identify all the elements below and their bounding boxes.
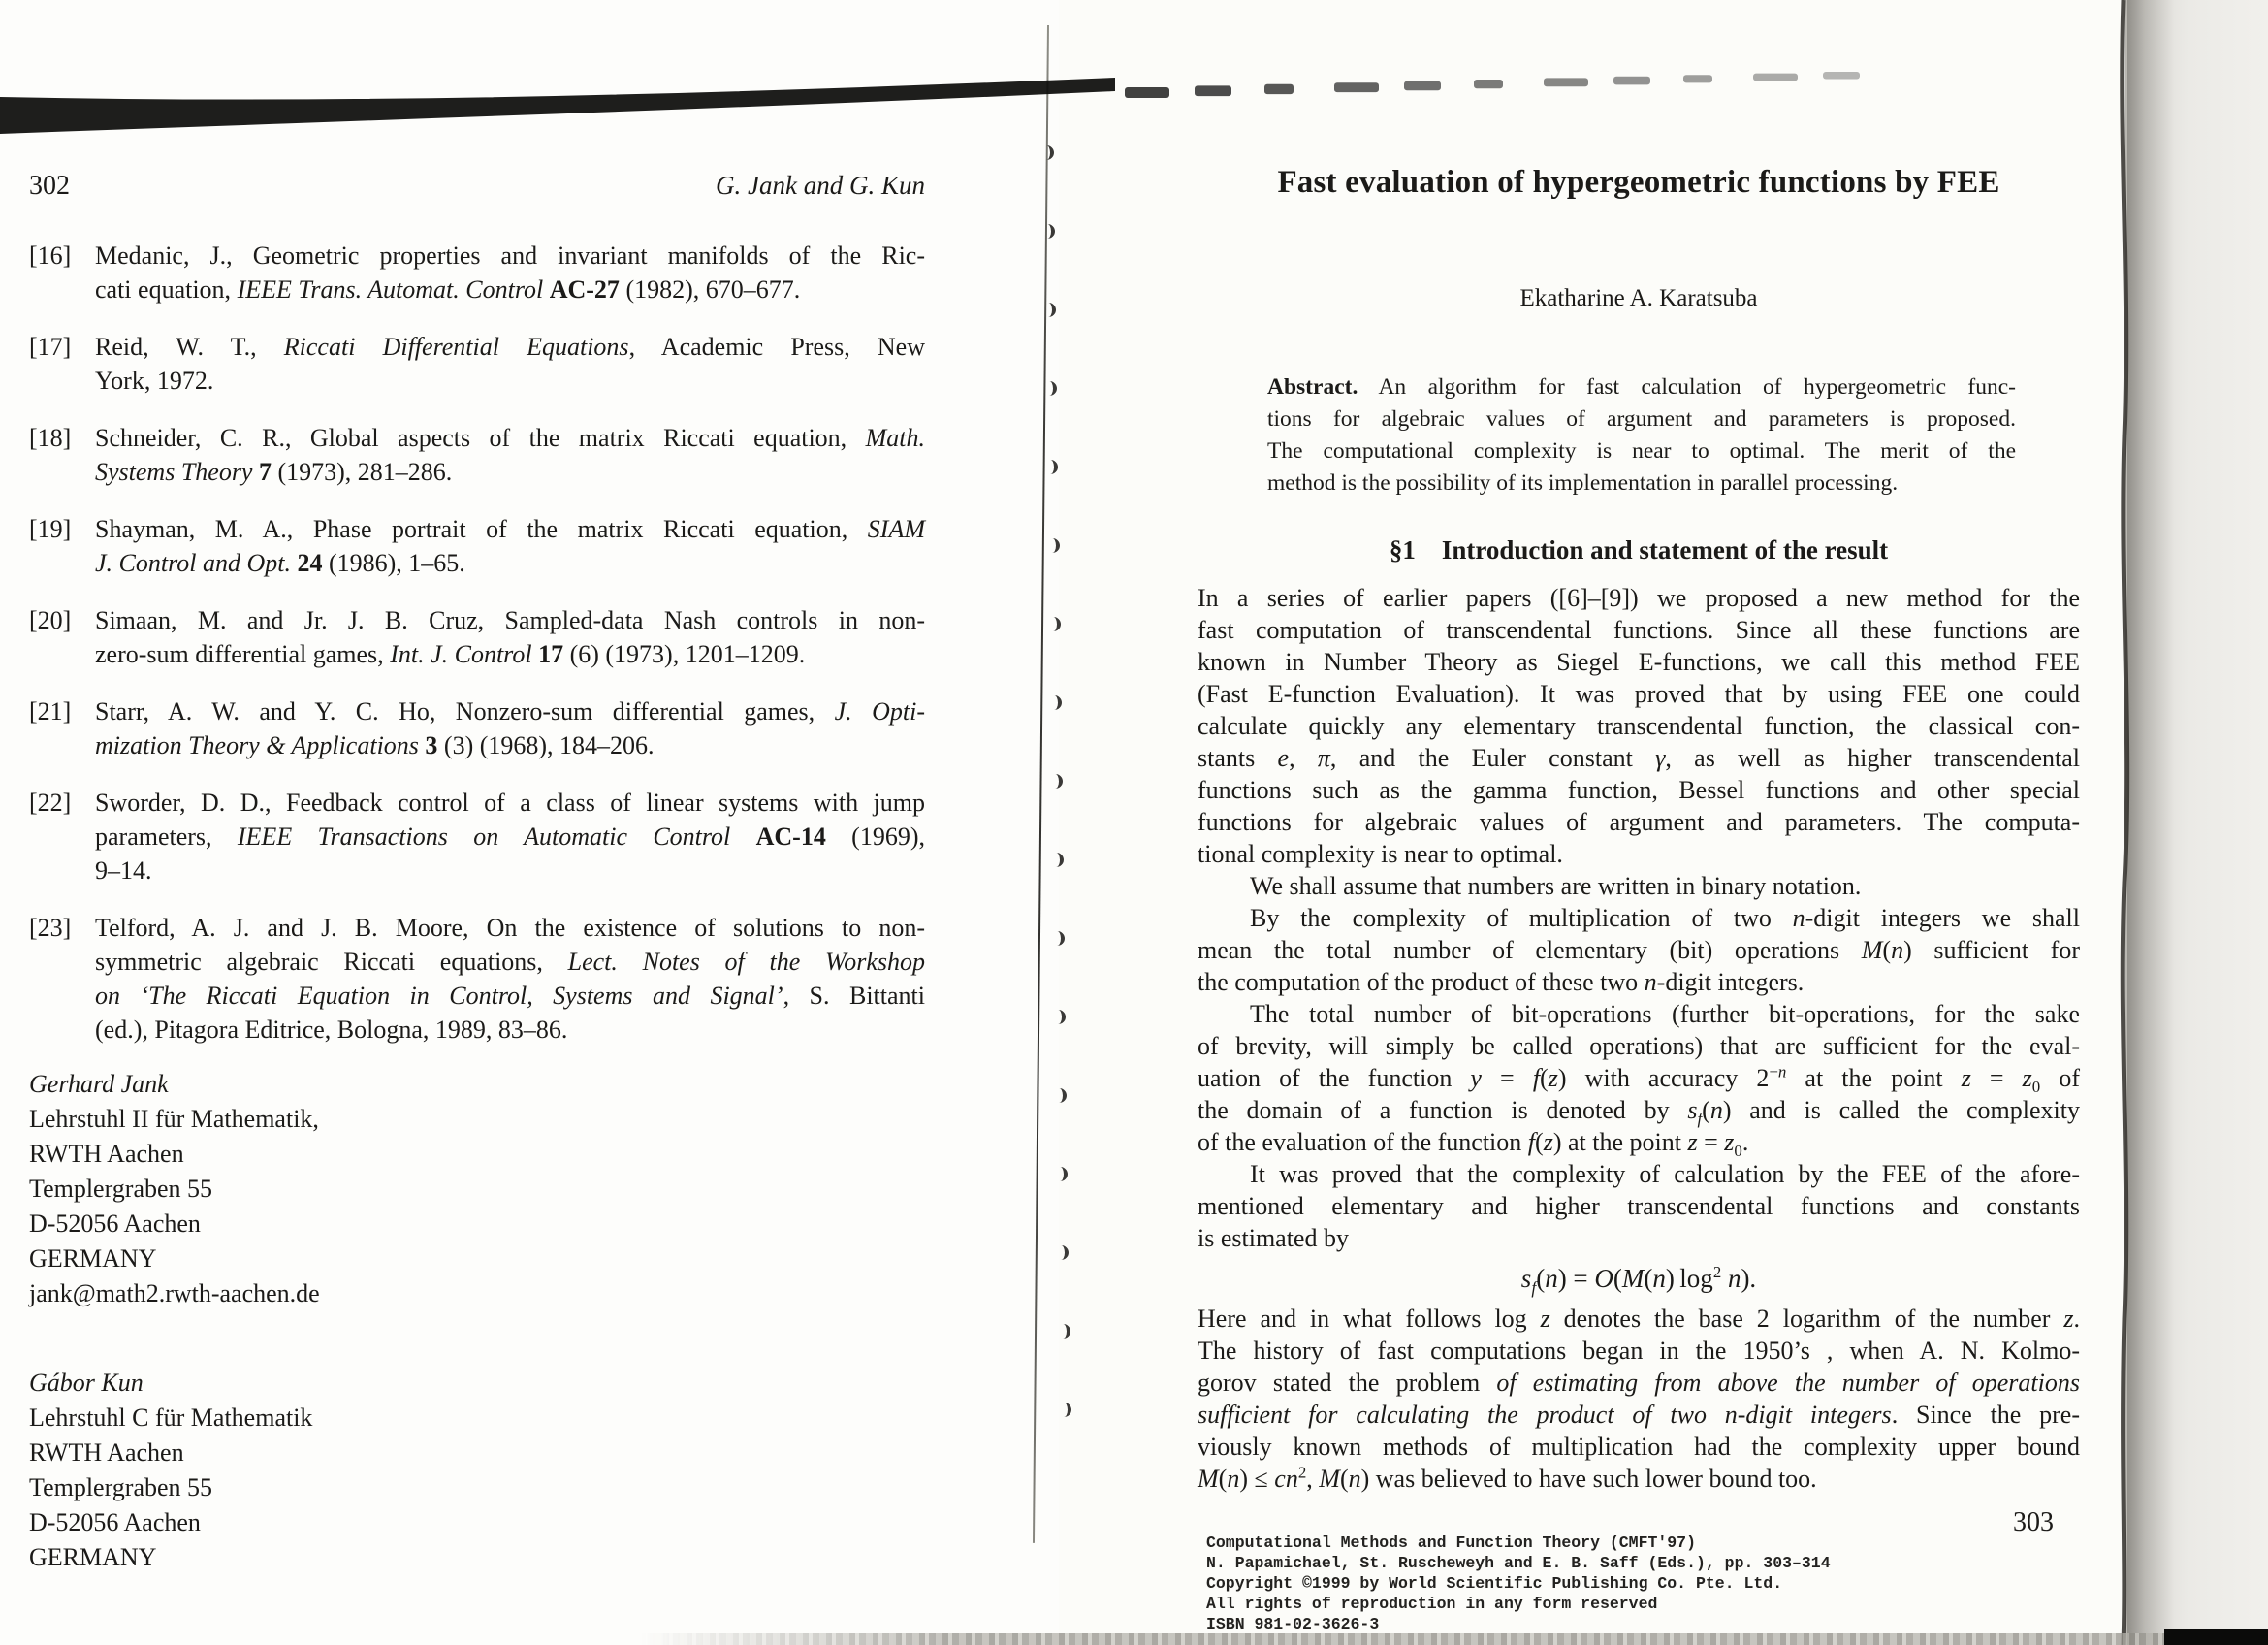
- paper-title: Fast evaluation of hypergeometric functions by FEE: [1277, 165, 2000, 200]
- paper-author: Ekatharine A. Karatsuba: [1519, 285, 1758, 311]
- text-line: J. Control and Opt. 24 (1986), 1–65.: [95, 549, 465, 577]
- text-line: is estimated by: [1198, 1224, 1349, 1252]
- scan-bottom-texture: [640, 1633, 2164, 1645]
- text-line: parameters, IEEE Transactions on Automatic Control AC-14 (1969),: [95, 822, 926, 851]
- address-line: RWTH Aachen: [29, 1140, 184, 1168]
- section-heading: §1 Introduction and statement of the result: [1389, 535, 1889, 564]
- text-line: functions such as the gamma function, Bessel functions and other special: [1198, 776, 2080, 804]
- text-line: Reid, W. T., Riccati Differential Equations, Academic Press, New: [95, 333, 926, 361]
- address-line: D-52056 Aachen: [29, 1508, 201, 1536]
- text-line: calculate quickly any elementary transcendental function, the classical con-: [1198, 712, 2080, 740]
- text-line: gorov stated the problem of estimating from above the number of operations: [1198, 1369, 2080, 1397]
- text-line: Simaan, M. and Jr. J. B. Cruz, Sampled-data Nash controls in non-: [95, 606, 925, 634]
- text-line: The total number of bit-operations (further bit-operations, for the sake: [1250, 1000, 2080, 1028]
- text-line: ISBN 981-02-3626-3: [1206, 1615, 1380, 1633]
- text-line: the computation of the product of these two n-digit integers.: [1198, 968, 1805, 996]
- text-line: mean the total number of elementary (bit) operations M(n) sufficient for: [1198, 936, 2080, 964]
- text-line: functions for algebraic values of argument and parameters. The computa-: [1198, 808, 2080, 836]
- text-line: on ‘The Riccati Equation in Control, Systems and Signal’, S. Bittanti: [95, 982, 925, 1010]
- text-line: cati equation, IEEE Trans. Automat. Control AC-27 (1982), 670–677.: [95, 275, 801, 304]
- text-line: N. Papamichael, St. Ruscheweyh and E. B. Saff (Eds.), pp. 303–314: [1206, 1554, 1831, 1572]
- address-line: Gábor Kun: [29, 1369, 144, 1397]
- reference-label: [22]: [29, 789, 72, 817]
- text-line: of brevity, will simply be called operations) that are sufficient for the eval-: [1198, 1032, 2080, 1060]
- text-line: (Fast E-function Evaluation). It was proved that by using FEE one could: [1198, 680, 2080, 708]
- address-line: GERMANY: [29, 1244, 157, 1273]
- text-line: the domain of a function is denoted by $s_f(n)$ and is called the complexity: [1198, 1096, 2080, 1129]
- reference-label: [23]: [29, 914, 72, 942]
- text-line: We shall assume that numbers are written in binary notation.: [1250, 872, 1862, 900]
- address-line: jank@math2.rwth-aachen.de: [29, 1279, 320, 1307]
- reference-label: [21]: [29, 697, 72, 726]
- text-line: sufficient for calculating the product of two n-digit integers. Since the pre-: [1198, 1401, 2081, 1429]
- text-line: Abstract. An algorithm for fast calculation of hypergeometric func-: [1267, 374, 2016, 400]
- text-line: Copyright ©1999 by World Scientific Publishing Co. Pte. Ltd.: [1206, 1574, 1783, 1593]
- page-number-left: 302: [29, 171, 70, 201]
- reference-label: [18]: [29, 424, 72, 452]
- address-line: D-52056 Aachen: [29, 1210, 201, 1238]
- running-header: G. Jank and G. Kun: [716, 171, 925, 200]
- text-line: tions for algebraic values of argument and parameters is proposed.: [1267, 406, 2016, 432]
- reference-label: [20]: [29, 606, 72, 634]
- reference-label: [19]: [29, 515, 72, 543]
- text-line: tional complexity is near to optimal.: [1198, 840, 1563, 868]
- reference-label: [17]: [29, 333, 72, 361]
- text-line: The history of fast computations began in the 1950’s , when A. N. Kolmo-: [1198, 1337, 2080, 1365]
- text-line: Medanic, J., Geometric properties and invariant manifolds of the Ric-: [95, 242, 925, 270]
- text-line: York, 1972.: [95, 367, 214, 395]
- address-line: Lehrstuhl II für Mathematik,: [29, 1105, 319, 1133]
- text-line: Computational Methods and Function Theory (CMFT'97): [1206, 1533, 1696, 1552]
- text-line: Here and in what follows log z denotes the base 2 logarithm of the number z.: [1198, 1305, 2080, 1333]
- address-line: Templergraben 55: [29, 1473, 213, 1501]
- text-line: known in Number Theory as Siegel E-functions, we call this method FEE: [1198, 648, 2080, 676]
- text-line: stants e, π, and the Euler constant γ, as well as higher transcendental: [1198, 744, 2080, 772]
- text-line: method is the possibility of its implementation in parallel processing.: [1267, 470, 1899, 496]
- text-line: zero-sum differential games, Int. J. Control 17 (6) (1973), 1201–1209.: [95, 640, 806, 668]
- text-line: fast computation of transcendental functions. Since all these functions are: [1198, 616, 2080, 644]
- text-line: By the complexity of multiplication of two n-digit integers we shall: [1250, 904, 2080, 932]
- text-line: Sworder, D. D., Feedback control of a class of linear systems with jump: [95, 789, 925, 817]
- reference-label: [16]: [29, 242, 72, 270]
- text-line: Starr, A. W. and Y. C. Ho, Nonzero-sum differential games, J. Opti-: [95, 697, 925, 726]
- text-line: 9–14.: [95, 856, 152, 885]
- text-line: Telford, A. J. and J. B. Moore, On the existence of solutions to non-: [95, 914, 925, 942]
- address-line: GERMANY: [29, 1543, 157, 1571]
- text-line: It was proved that the complexity of calculation by the FEE of the afore-: [1250, 1160, 2080, 1188]
- address-line: Templergraben 55: [29, 1175, 213, 1203]
- text-line: In a series of earlier papers ([6]–[9]) we proposed a new method for the: [1198, 584, 2080, 612]
- text-line: Systems Theory 7 (1973), 281–286.: [95, 458, 453, 486]
- page-number-right: 303: [2013, 1507, 2054, 1537]
- address-line: Lehrstuhl C für Mathematik: [29, 1403, 313, 1432]
- text-line: mization Theory & Applications 3 (3) (1968), 184–206.: [95, 731, 655, 759]
- address-line: Gerhard Jank: [29, 1070, 169, 1098]
- text-line: viously known methods of multiplication had the complexity upper bound: [1198, 1433, 2080, 1461]
- text-line: (ed.), Pitagora Editrice, Bologna, 1989, 83–86.: [95, 1016, 568, 1044]
- text-line: uation of the function y = f(z) with accuracy $2^{-n}$ at the point $z = z_0$ of: [1198, 1062, 2080, 1097]
- text-line: mentioned elementary and higher transcendental functions and constants: [1198, 1192, 2080, 1220]
- text-line: Shayman, M. A., Phase portrait of the matrix Riccati equation, SIAM: [95, 515, 925, 543]
- text-line: of the evaluation of the function f(z) at the point $z = z_0$.: [1198, 1128, 1749, 1161]
- equation: $s_f(n) = O(M(n)$ $\log^2 n$).: [1520, 1263, 1757, 1298]
- text-line: All rights of reproduction in any form reserved: [1206, 1595, 1658, 1613]
- scan-corner-black: [2164, 1629, 2268, 1645]
- text-line: $M(n) \le cn^2$, M(n) was believed to have such lower bound too.: [1198, 1463, 1817, 1493]
- address-line: RWTH Aachen: [29, 1438, 184, 1467]
- text-line: symmetric algebraic Riccati equations, Lect. Notes of the Workshop: [95, 948, 925, 976]
- text-line: The computational complexity is near to optimal. The merit of the: [1267, 438, 2016, 464]
- text-line: Schneider, C. R., Global aspects of the matrix Riccati equation, Math.: [95, 424, 925, 452]
